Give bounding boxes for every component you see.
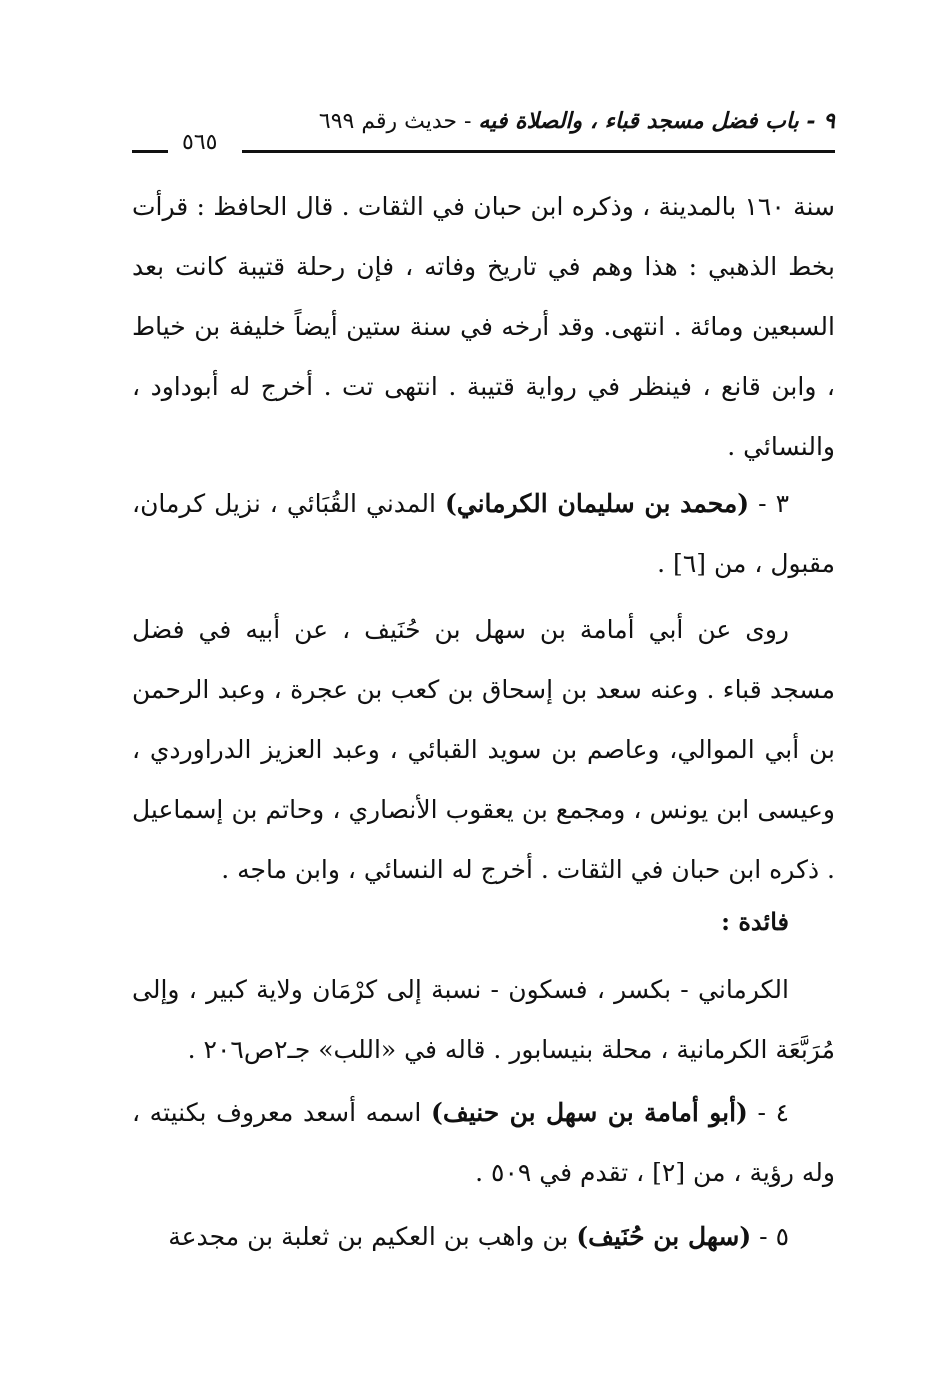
narrator-5-entry <box>132 1207 835 1267</box>
benefit-heading-block <box>132 892 835 952</box>
page-number-rule <box>132 150 168 153</box>
entry-number-4: ٤ - <box>747 1098 790 1127</box>
narrator-name-4: (أبو أمامة بن سهل بن حنيف) <box>431 1098 748 1127</box>
header-rule <box>242 150 835 153</box>
paragraph-continuation <box>132 177 835 477</box>
page-number: ٥٦٥ <box>182 130 218 155</box>
page-header <box>132 108 835 156</box>
paragraph-6 <box>132 1207 835 1267</box>
narrator-3-entry <box>132 474 835 594</box>
narrator-desc-3: المدني القُبَائي ، نزيل كرمان، مقبول ، من [٦] . <box>132 489 835 578</box>
narrator-desc-4: اسمه أسعد معروف بكنيته ، وله رؤية ، من [٢] ، تقدم في ٥٠٩ . <box>132 1098 835 1187</box>
narrator-desc-5: بن واهب بن العكيم بن ثعلبة بن مجدعة <box>168 1222 577 1251</box>
paragraph-4: الكرماني - بكسر ، فسكون - نسبة إلى كرْمَان ولاية كبير ، وإلى مُرَبَّعَة الكرمانية ، محلة بنيسابور . قاله في «اللب» جـ٢ص٢٠٦ . <box>132 975 835 1064</box>
chapter-title-text: ٩ - باب فضل مسجد قباء ، والصلاة فيه <box>478 108 835 134</box>
paragraph-3: روى عن أبي أمامة بن سهل بن حُنَيف ، عن أبيه في فضل مسجد قباء . وعنه سعد بن إسحاق بن كعب بن عجرة ، وعبد الرحمن بن أبي الموالي، وعاصم بن سويد القبائي ، وعبد العزيز الدراوردي ، وعيسى ابن يونس ، ومجمع بن يعقوب الأنصاري ، وحاتم بن إسماعيل . ذكره ابن حبان في الثقات . أخرج له النسائي ، وابن ماجه . <box>132 615 835 884</box>
paragraph-5 <box>132 1083 835 1203</box>
narrator-3-details <box>132 600 835 900</box>
entry-number-5: ٥ - <box>751 1222 789 1251</box>
benefit-heading: فائدة : <box>721 907 789 936</box>
entry-number-3: ٣ - <box>749 489 790 518</box>
hadith-reference: - حديث رقم ٦٩٩ <box>318 109 479 134</box>
chapter-title <box>319 108 835 134</box>
paragraph-2 <box>132 474 835 594</box>
benefit-body <box>132 960 835 1080</box>
narrator-4-entry <box>132 1083 835 1203</box>
narrator-name-3: (محمد بن سليمان الكرماني) <box>444 489 750 518</box>
narrator-name-5: (سهل بن حُنَيف) <box>576 1222 752 1251</box>
paragraph-1: سنة ١٦٠ بالمدينة ، وذكره ابن حبان في الثقات . قال الحافظ : قرأت بخط الذهبي : هذا وهم في تاريخ وفاته ، فإن رحلة قتيبة كانت بعد السبعين ومائة . انتهى. وقد أرخه في سنة ستين أيضاً خليفة بن خياط ، وابن قانع ، فينظر في رواية قتيبة . انتهى تت . أخرج له أبوداود ، والنسائي . <box>132 192 835 461</box>
